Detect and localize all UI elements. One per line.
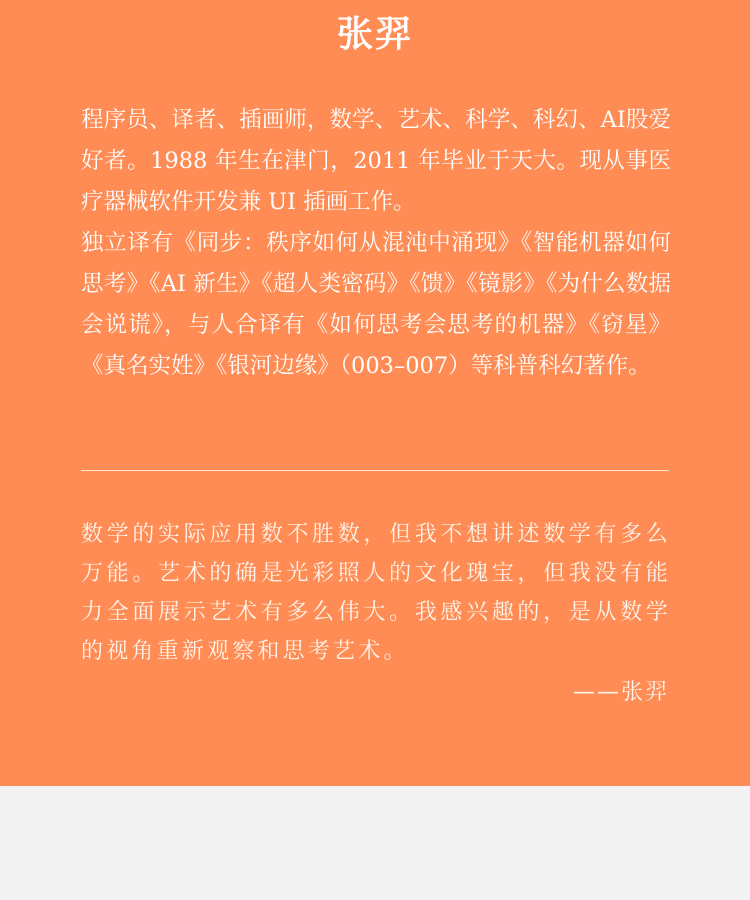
author-bio: [81, 100, 671, 387]
divider: [81, 470, 669, 471]
quote-signature: ——张羿: [572, 680, 669, 705]
bio-paragraph-1: 程序员、译者、插画师，数学、艺术、科学、科幻、AI股爱好者。1988 年生在津门，2011 年毕业于天大。现从事医疗器械软件开发兼 UI 插画工作。: [81, 107, 671, 215]
bio-paragraph-2: 独立译有《同步：秩序如何从混沌中涌现》《智能机器如何思考》《AI 新生》《超人类密码》《馈》《镜影》《为什么数据会说谎》，与人合译有《如何思考会思考的机器》《窃星》《真名实姓》《银河边缘》（003–007）等科普科幻著作。: [81, 230, 671, 379]
author-quote: 数学的实际应用数不胜数，但我不想讲述数学有多么万能。艺术的确是光彩照人的文化瑰宝，但我没有能力全面展示艺术有多么伟大。我感兴趣的，是从数学的视角重新观察和思考艺术。: [81, 522, 671, 664]
author-name: 张羿: [336, 13, 413, 55]
